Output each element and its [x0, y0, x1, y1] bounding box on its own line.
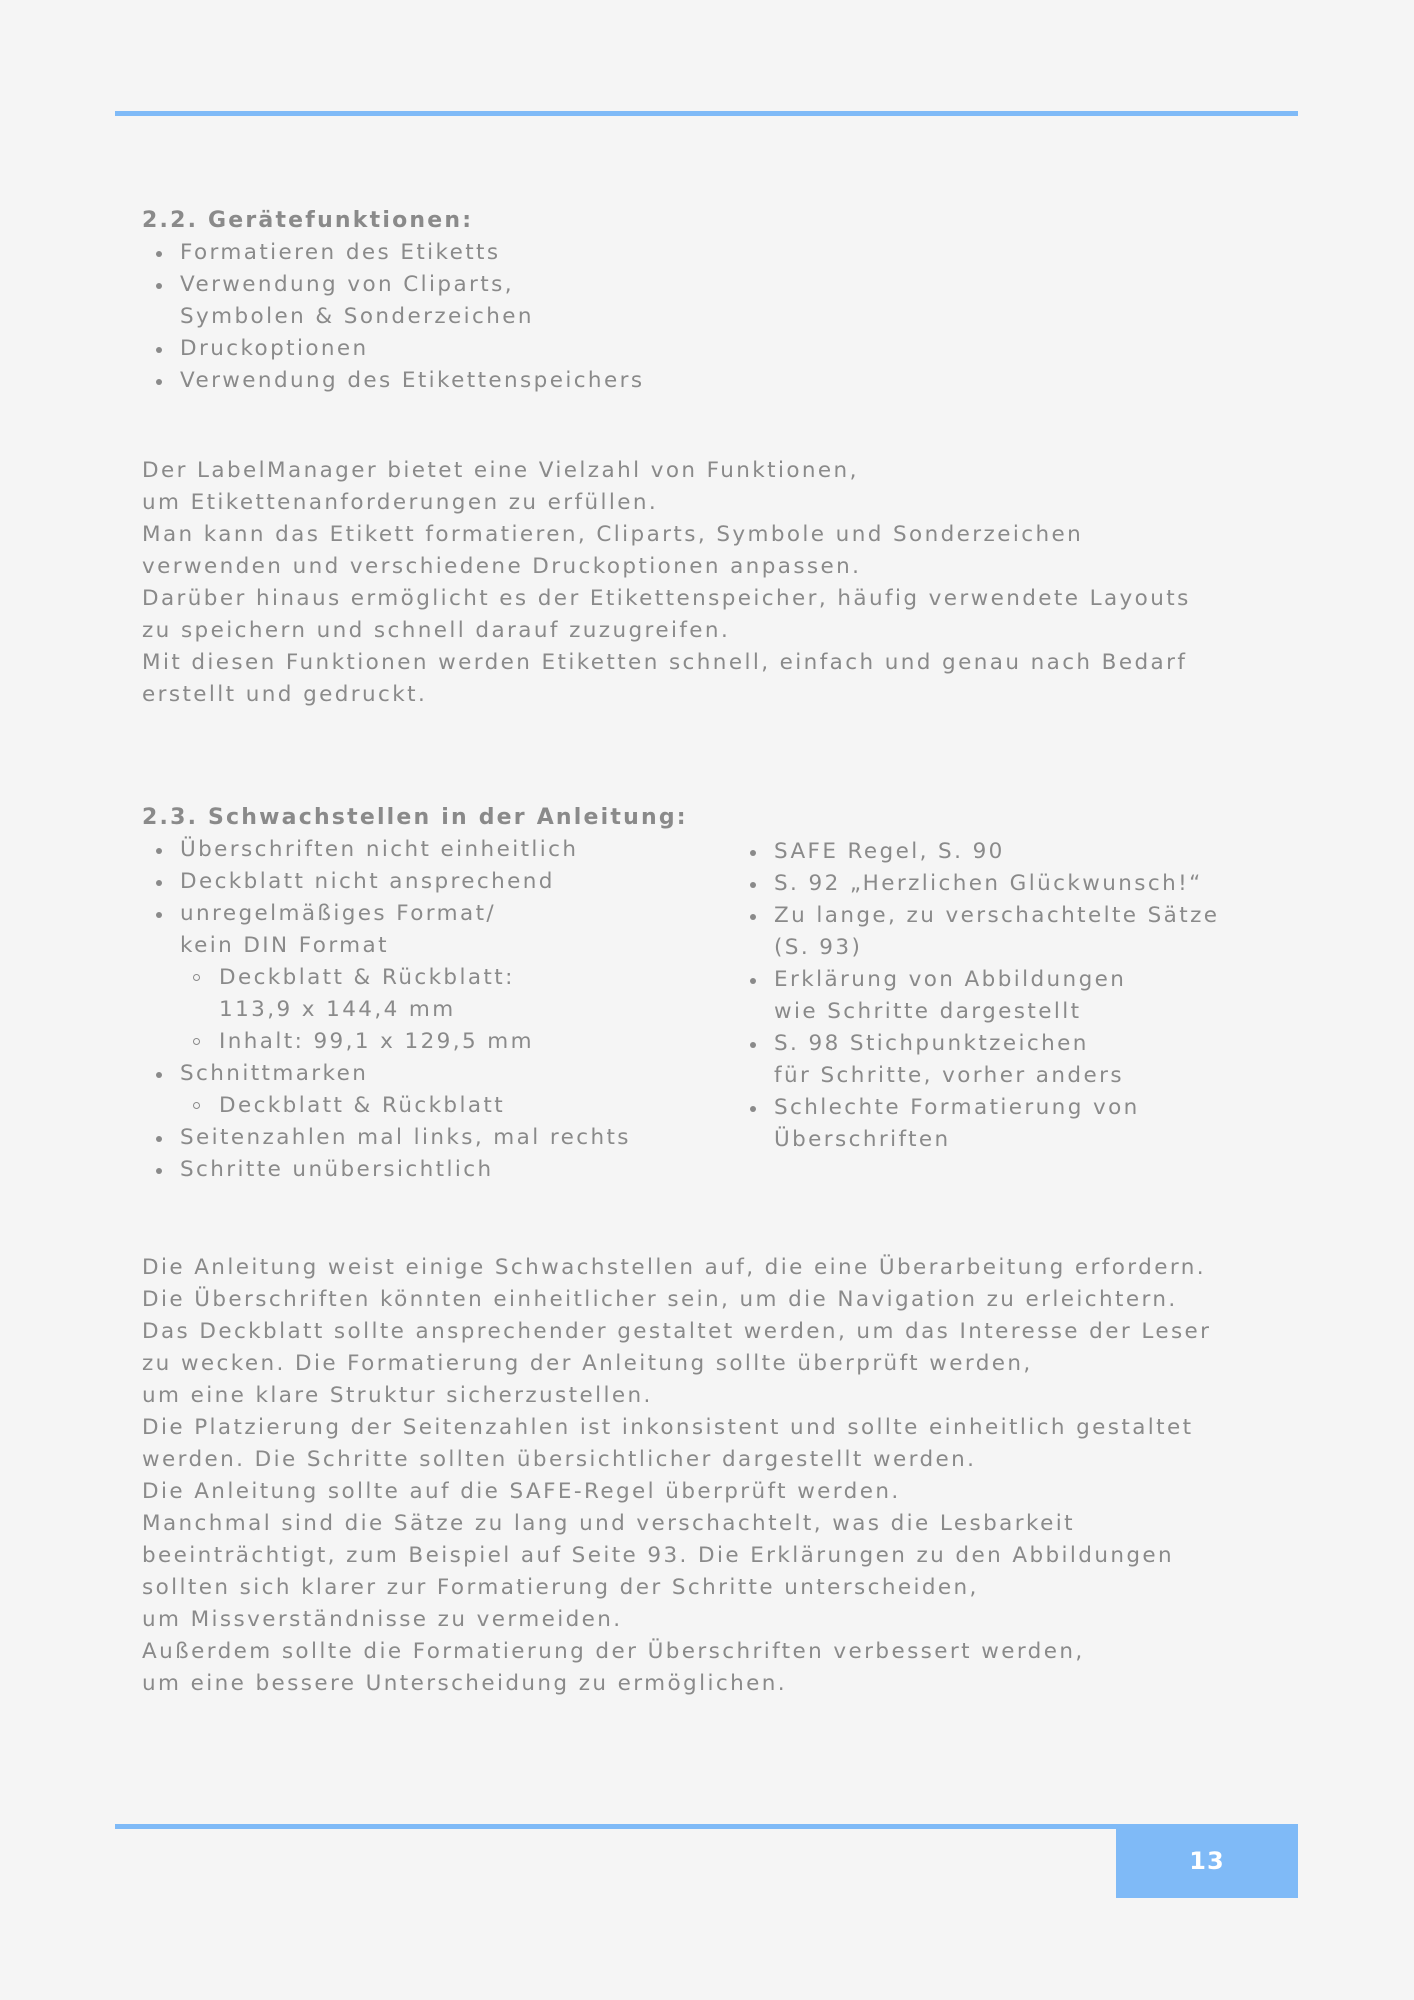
paragraph-line: Das Deckblatt sollte ansprechender gestaltet werden, um das Interesse der Leser [142, 1319, 1212, 1344]
paragraph-schwachstellen [142, 1252, 1302, 1700]
list-item-continuation: kein DIN Format [180, 933, 389, 958]
list-item: Seitenzahlen mal links, mal rechts [142, 1122, 1282, 1154]
list-item: Druckoptionen [142, 333, 1282, 365]
paragraph-line: Die Anleitung weist einige Schwachstellen auf, die eine Überarbeitung erfordern. [142, 1255, 1206, 1280]
paragraph-line: um eine bessere Unterscheidung zu ermöglichen. [142, 1671, 787, 1696]
list-item: Formatieren des Etiketts [142, 237, 1282, 269]
paragraph-line: Der LabelManager bietet eine Vielzahl von Funktionen, [142, 458, 859, 483]
list-item: Schlechte Formatierung von [736, 1092, 1296, 1124]
list-item: Schritte unübersichtlich [142, 1154, 1282, 1186]
list-item: Schnittmarken [142, 1058, 1282, 1090]
paragraph-line: erstellt und gedruckt. [142, 682, 428, 707]
list-item: Zu lange, zu verschachtelte Sätze [736, 900, 1296, 932]
feature-list [142, 237, 1282, 397]
paragraph-line: beeinträchtigt, zum Beispiel auf Seite 93. Die Erklärungen zu den Abbildungen [142, 1543, 1175, 1568]
paragraph-line: Mit diesen Funktionen werden Etiketten schnell, einfach und genau nach Bedarf [142, 650, 1188, 675]
paragraph-line: Die Überschriften könnten einheitlicher sein, um die Navigation zu erleichtern. [142, 1287, 1178, 1312]
paragraph-funktionen [142, 455, 1282, 711]
list-item: Überschriften nicht einheitlich [142, 834, 1282, 866]
list-item: unregelmäßiges Format/ [142, 898, 1282, 930]
paragraph-line: Außerdem sollte die Formatierung der Überschriften verbessert werden, [142, 1639, 1085, 1664]
paragraph-line: werden. Die Schritte sollten übersichtlicher dargestellt werden. [142, 1447, 977, 1472]
list-item: S. 92 „Herzlichen Glückwunsch!“ [736, 868, 1296, 900]
header-rule [115, 111, 1298, 116]
weakness-columns [142, 834, 1282, 1186]
section-heading: 2.2. Gerätefunktionen: [142, 208, 474, 233]
page-number: 13 [1116, 1824, 1298, 1898]
list-item: SAFE Regel, S. 90 [736, 836, 1296, 868]
paragraph-line: zu speichern und schnell darauf zuzugreifen. [142, 618, 731, 643]
section-schwachstellen [142, 802, 1282, 1186]
list-item-continuation: für Schritte, vorher anders [774, 1063, 1124, 1088]
paragraph-line: um Etikettenanforderungen zu erfüllen. [142, 490, 659, 515]
paragraph-line: Die Platzierung der Seitenzahlen ist inkonsistent und sollte einheitlich gestaltet [142, 1415, 1194, 1440]
paragraph-line: Man kann das Etikett formatieren, Cliparts, Symbole und Sonderzeichen [142, 522, 1084, 547]
paragraph-line: zu wecken. Die Formatierung der Anleitung sollte überprüft werden, [142, 1351, 1033, 1376]
paragraph-line: Manchmal sind die Sätze zu lang und verschachtelt, was die Lesbarkeit [142, 1511, 1075, 1536]
list-item-continuation: (S. 93) [774, 935, 863, 960]
section-geraetefunktionen [142, 205, 1282, 397]
list-item-continuation: Überschriften [774, 1127, 951, 1152]
paragraph-line: um eine klare Struktur sicherzustellen. [142, 1383, 653, 1408]
list-item-continuation: Symbolen & Sonderzeichen [180, 304, 534, 329]
weakness-list-right [736, 836, 1296, 1156]
list-item: Deckblatt nicht ansprechend [142, 866, 1282, 898]
list-item: Erklärung von Abbildungen [736, 964, 1296, 996]
list-item-continuation: wie Schritte dargestellt [774, 999, 1082, 1024]
paragraph-line: um Missverständnisse zu vermeiden. [142, 1607, 623, 1632]
paragraph-line: Die Anleitung sollte auf die SAFE-Regel überprüft werden. [142, 1479, 901, 1504]
section-heading: 2.3. Schwachstellen in der Anleitung: [142, 805, 688, 830]
sub-list-item: Deckblatt & Rückblatt [142, 1090, 1282, 1122]
paragraph-line: sollten sich klarer zur Formatierung der Schritte unterscheiden, [142, 1575, 979, 1600]
paragraph-line: verwenden und verschiedene Druckoptionen anpassen. [142, 554, 862, 579]
list-item: S. 98 Stichpunktzeichen [736, 1028, 1296, 1060]
list-item: Verwendung des Etikettenspeichers [142, 365, 1282, 397]
sub-list-item: Deckblatt & Rückblatt: [142, 962, 1282, 994]
sub-list-item-continuation: 113,9 x 144,4 mm [219, 997, 456, 1022]
list-item: Verwendung von Cliparts, [142, 269, 1282, 301]
paragraph-line: Darüber hinaus ermöglicht es der Etikettenspeicher, häufig verwendete Layouts [142, 586, 1191, 611]
sub-list-item: Inhalt: 99,1 x 129,5 mm [142, 1026, 1282, 1058]
